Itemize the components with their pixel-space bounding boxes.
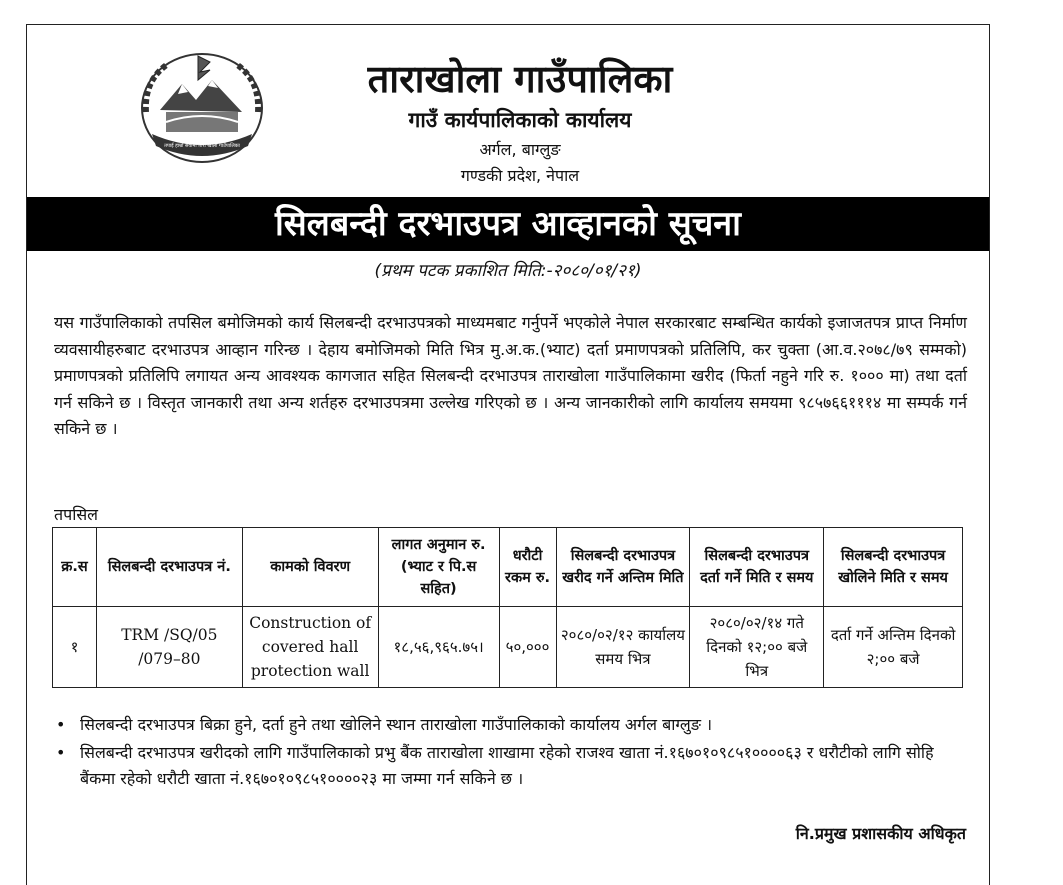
list-item (54, 740, 966, 792)
bullet-icon: • (56, 715, 66, 734)
cell-cost-estimate: १८,५६,९६५.७५। (378, 607, 499, 688)
publication-date: (प्रथम पटक प्रकाशित मिति:-२०८०/०१/२१) (374, 261, 642, 281)
header-registration-deadline: सिलबन्दी दरभाउपत्र दर्ता गर्ने मिति र समय (690, 528, 824, 607)
cell-registration-deadline: २०८०/०२/१४ गते दिनको १२;०० बजे भित्र (690, 607, 824, 688)
tapasil-label: तपसिल (54, 505, 99, 524)
header-cost-estimate: लागत अनुमान रु. (भ्याट र पि.स सहित) (378, 528, 499, 607)
office-location: अर्गल, बाग्लुङ (479, 140, 561, 159)
bullet-icon: • (56, 743, 66, 762)
table-row (53, 607, 963, 688)
header-purchase-deadline: सिलबन्दी दरभाउपत्र खरीद गर्ने अन्तिम मिति (556, 528, 690, 607)
cell-deposit: ५०,००० (499, 607, 556, 688)
office-title: ताराखोला गाउँपालिका (367, 56, 673, 101)
header-tender-number: सिलबन्दी दरभाउपत्र नं. (96, 528, 242, 607)
notes-list (54, 712, 966, 794)
header-opening-time: सिलबन्दी दरभाउपत्र खोलिने मिति र समय (824, 528, 963, 607)
cell-purchase-deadline: २०८०/०२/१२ कार्यालय समय भित्र (556, 607, 690, 688)
emblem-motto: तपाईं हाम्रो सेवामा तारा खोला गाउँपालिका (164, 143, 240, 149)
cell-opening-time: दर्ता गर्ने अन्तिम दिनको २;०० बजे (824, 607, 963, 688)
notice-title-banner: सिलबन्दी दरभाउपत्र आव्हानको सूचना (27, 197, 989, 251)
header-deposit: धरौटी रकम रु. (499, 528, 556, 607)
header-work-description: कामको विवरण (242, 528, 378, 607)
office-subtitle: गाउँ कार्यपालिकाको कार्यालय (408, 108, 632, 132)
signatory-title: नि.प्रमुख प्रशासकीय अधिकृत (795, 824, 966, 843)
list-item (54, 712, 966, 738)
note-text: सिलबन्दी दरभाउपत्र खरीदको लागि गाउँपालिकाको प्रभु बैंक ताराखोला शाखामा रहेको राजश्व खाता नं.१६७०१०९८५१००००६३ र धरौटीको लागि सोहि बैंकमा रहेको धरौटी खाता नं.१६७०१०९८५१००००२३ मा जम्मा गर्न सकिने छ । (80, 743, 934, 788)
municipality-emblem (138, 50, 266, 166)
cell-tender-number: TRM /SQ/05 /079–80 (96, 607, 242, 688)
notice-body: यस गाउँपालिकाको तपसिल बमोजिमको कार्य सिलबन्दी दरभाउपत्रको माध्यमबाट गर्नुपर्ने भएकोले नेपाल सरकारबाट सम्बन्धित कार्यको इजाजतपत्र प्राप्त निर्माण व्यवसायीहरुबाट दरभाउपत्र आव्हान गरिन्छ । देहाय बमोजिमको मिति भित्र मु.अ.क.(भ्याट) दर्ता प्रमाणपत्रको प्रतिलिपि, कर चुक्ता (आ.व.२०७८/७९ सम्मको) प्रमाणपत्रको प्रतिलिपि लगायत अन्य आवश्यक कागजात सहित सिलबन्दी दरभाउपत्र ताराखोला गाउँपालिकामा खरीद (फिर्ता नहुने गरि रु. १००० मा) तथा दर्ता गर्न सकिने छ । विस्तृत जानकारी तथा अन्य शर्तहरु दरभाउपत्रमा उल्लेख गरिएको छ । अन्य जानकारीको लागि कार्यालय समयमा ९८५७६६१११४ मा सम्पर्क गर्न सकिने छ । (54, 313, 967, 438)
cell-serial: १ (53, 607, 97, 688)
office-province: गण्डकी प्रदेश, नेपाल (460, 166, 580, 185)
tender-table (52, 527, 963, 688)
note-text: सिलबन्दी दरभाउपत्र बिक्रा हुने, दर्ता हुने तथा खोलिने स्थान ताराखोला गाउँपालिकाको कार्यालय अर्गल बाग्लुङ । (80, 715, 713, 734)
table-header-row (53, 528, 963, 607)
cell-work-description: Construction of covered hall protection wall (242, 607, 378, 688)
header-serial: क्र.स (53, 528, 97, 607)
